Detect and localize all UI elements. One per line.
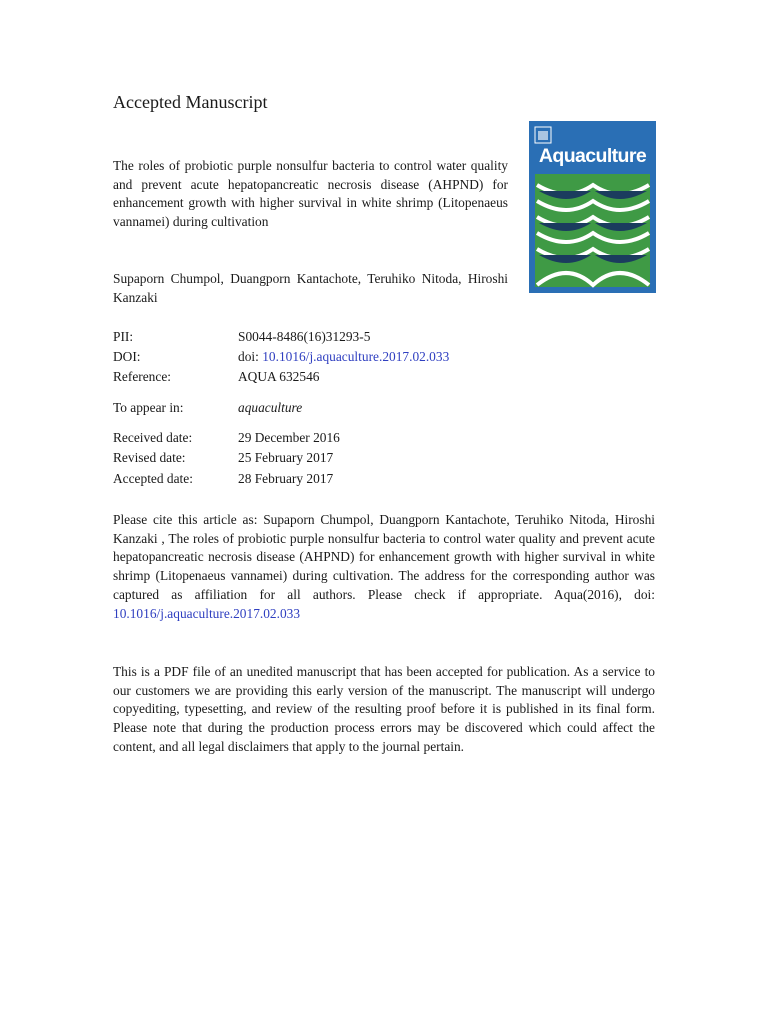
manuscript-notice: This is a PDF file of an unedited manuscript that has been accepted for publication. As a service to our customers we are providing this early version of the manuscript. The manuscript will undergo copyediting, typesetting, and review of the resulting proof before it is published in its final form. Please note that during the production process errors may be discovered which could affect the content, and all legal disclaimers that apply to the journal pertain. (113, 664, 655, 754)
doi-value (238, 348, 449, 366)
cover-journal-title: Aquaculture (538, 145, 647, 167)
citation-doi-link[interactable]: 10.1016/j.aquaculture.2017.02.033 (113, 605, 301, 621)
received-value: 29 December 2016 (238, 430, 340, 445)
article-title: The roles of probiotic purple nonsulfur bacteria to control water quality and prevent acute hepatopancreatic necrosis disease (AHPND) for enhancement growth with higher survival in white shrimp (Litopenaeus vannamei) during cultivation (113, 158, 508, 229)
doi-link[interactable]: 10.1016/j.aquaculture.2017.02.033 (262, 349, 450, 364)
pii-value: S0044-8486(16)31293-5 (238, 329, 371, 344)
doi-label: DOI: (113, 349, 141, 364)
accepted-value: 28 February 2017 (238, 471, 334, 486)
citation-paragraph (113, 511, 655, 623)
revised-value: 25 February 2017 (238, 450, 334, 465)
author-list: Supaporn Chumpol, Duangporn Kantachote, Teruhiko Nitoda, Hiroshi Kanzaki (113, 271, 508, 305)
accepted-label: Accepted date: (113, 471, 193, 486)
reference-value: AQUA 632546 (238, 369, 320, 384)
citation-text: Please cite this article as: Supaporn Chumpol, Duangporn Kantachote, Teruhiko Nitoda, Hiroshi Kanzaki , The roles of probiotic purple nonsulfur bacteria to control water quality and prevent acute hepatopancreatic necrosis disease (AHPND) for enhancement growth with higher survival in white shrimp (Litopenaeus vannamei) during cultivation. The address for the corresponding author was captured as affiliation for all authors. Please check if appropriate. Aqua(2016), doi: (113, 512, 655, 602)
appear-in-value: aquaculture (238, 400, 303, 415)
page-title: Accepted Manuscript (113, 92, 268, 112)
reference-label: Reference: (113, 369, 171, 384)
received-label: Received date: (113, 430, 193, 445)
pii-label: PII: (113, 329, 134, 344)
doi-prefix: doi: (238, 349, 259, 364)
journal-cover[interactable] (529, 121, 656, 293)
appear-in-label: To appear in: (113, 400, 184, 415)
revised-label: Revised date: (113, 450, 186, 465)
